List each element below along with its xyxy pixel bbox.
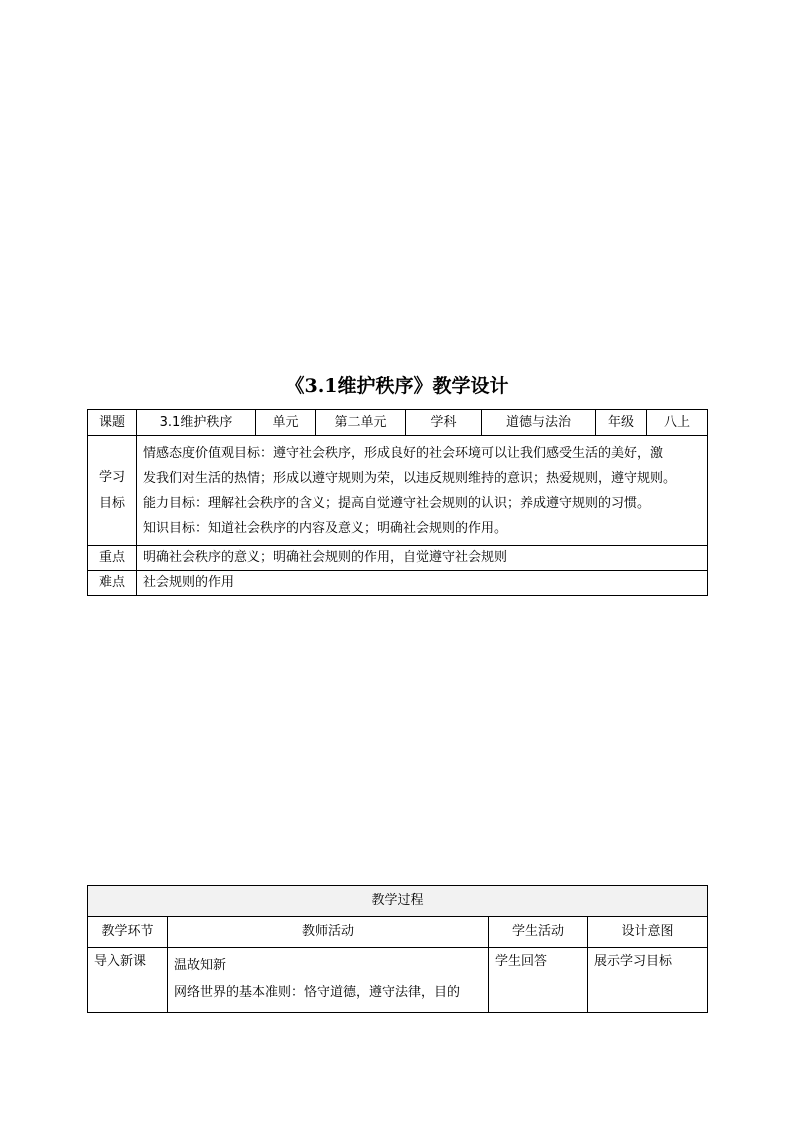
process-title: 教学过程	[88, 886, 708, 917]
topic-value: 3.1维护秩序	[137, 410, 256, 436]
goal-line: 知识目标：知道社会秩序的内容及意义；明确社会规则的作用。	[143, 520, 508, 536]
subject-label: 学科	[406, 410, 482, 436]
grade-value: 八上	[647, 410, 708, 436]
teacher-line: 温故知新	[174, 958, 227, 973]
info-row	[88, 410, 708, 436]
goal-line: 发我们对生活的热情；形成以遵守规则为荣，以违反规则维持的意识；热爱规则，遵守规则。	[143, 470, 677, 486]
difficulty-label: 难点	[88, 571, 137, 596]
header-teacher: 教师活动	[168, 917, 489, 948]
header-student: 学生活动	[489, 917, 588, 948]
header-intent: 设计意图	[588, 917, 708, 948]
goals-content	[137, 436, 708, 546]
goals-label-line-1: 学习	[98, 469, 125, 485]
difficulty-value: 社会规则的作用	[137, 571, 708, 596]
student-activity-cell: 学生回答	[489, 948, 588, 1013]
goal-line: 能力目标：理解社会秩序的含义；提高自觉遵守社会规则的认识；养成遵守规则的习惯。	[143, 495, 651, 511]
header-stage: 教学环节	[88, 917, 168, 948]
goals-label-line-2: 目标	[98, 495, 125, 511]
difficulty-row	[88, 571, 708, 596]
key-point-value: 明确社会秩序的意义；明确社会规则的作用，自觉遵守社会规则	[137, 546, 708, 571]
topic-label: 课题	[88, 410, 137, 436]
goals-label	[88, 436, 137, 546]
process-header-row	[88, 917, 708, 948]
intent-cell: 展示学习目标	[588, 948, 708, 1013]
key-point-row	[88, 546, 708, 571]
lesson-info-table	[87, 409, 708, 596]
unit-value: 第二单元	[316, 410, 406, 436]
teacher-activity-cell	[168, 948, 489, 1013]
grade-label: 年级	[596, 410, 647, 436]
process-row	[88, 948, 708, 1013]
subject-value: 道德与法治	[482, 410, 596, 436]
goals-row	[88, 436, 708, 546]
stage-cell: 导入新课	[88, 948, 168, 1013]
page-title: 《3.1维护秩序》教学设计	[285, 375, 509, 397]
teaching-process-table	[87, 885, 708, 1013]
process-title-row	[88, 886, 708, 917]
unit-label: 单元	[256, 410, 316, 436]
key-point-label: 重点	[88, 546, 137, 571]
goal-line: 情感态度价值观目标：遵守社会秩序，形成良好的社会环境可以让我们感受生活的美好，激	[143, 445, 664, 461]
teacher-line: 网络世界的基本准则：恪守道德，遵守法律，目的	[174, 985, 461, 1000]
